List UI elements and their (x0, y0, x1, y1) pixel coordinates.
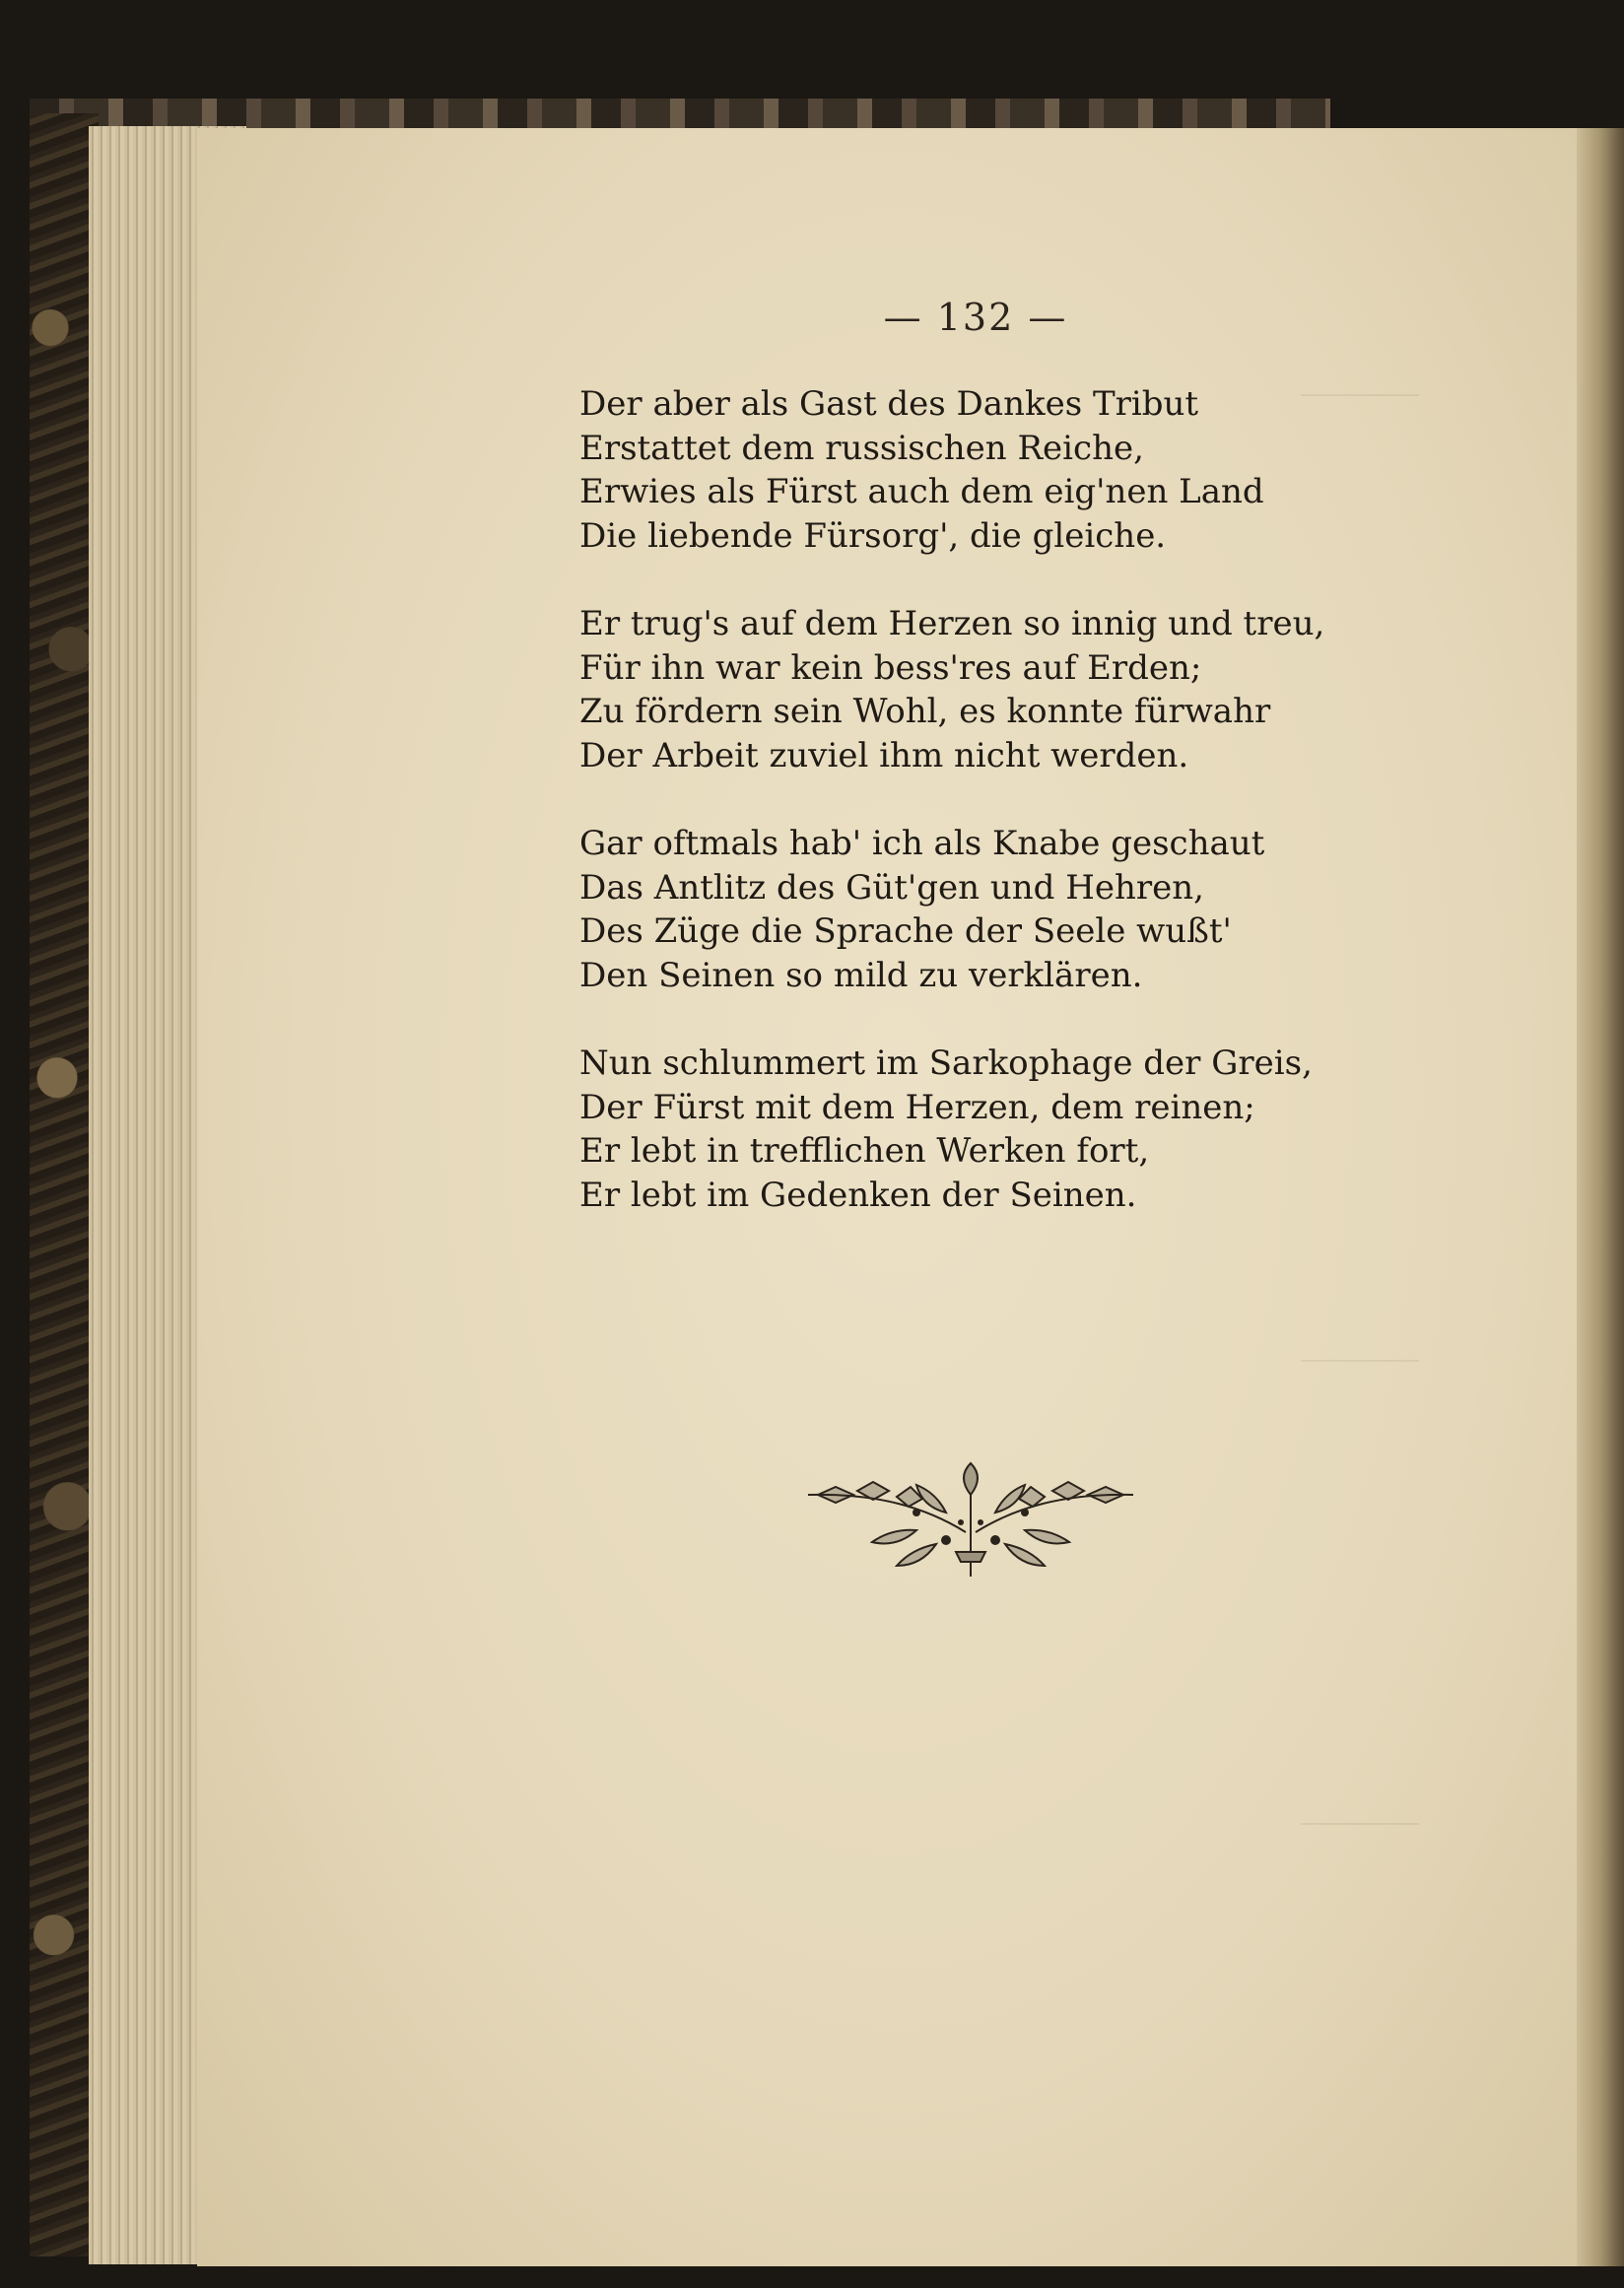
poem-line: Den Seinen so mild zu verklären. (579, 955, 1143, 995)
poem-line: Für ihn war kein bess'res auf Erden; (579, 647, 1202, 688)
poem-line: Erwies als Fürst auch dem eig'nen Land (579, 472, 1264, 511)
poem-line: Der Arbeit zuviel ihm nicht werden. (579, 735, 1189, 775)
stanza-4 (579, 1042, 1387, 1217)
poem-line: Zu fördern sein Wohl, es konnte fürwahr (579, 692, 1271, 731)
show-through-mark (1301, 1360, 1419, 1362)
stanza-3 (579, 822, 1387, 997)
show-through-mark (1301, 1823, 1419, 1825)
poem-line: Das Antlitz des Güt'gen und Hehren, (579, 867, 1204, 908)
stanza-2 (579, 602, 1387, 777)
poem-line: Nun schlummert im Sarkophage der Greis, (579, 1043, 1313, 1083)
poem-line: Gar oftmals hab' ich als Knabe geschaut (579, 824, 1265, 863)
poem-line: Er lebt im Gedenken der Seinen. (579, 1175, 1137, 1215)
poem-line: Des Züge die Sprache der Seele wußt' (579, 911, 1232, 951)
poem-line: Der aber als Gast des Dankes Tribut (579, 384, 1199, 424)
book-gutter (1577, 128, 1624, 2266)
poem (579, 382, 1387, 1217)
poem-line: Er lebt in trefflichen Werken fort, (579, 1131, 1150, 1171)
stanza-1 (579, 382, 1387, 558)
floral-vignette-icon (798, 1453, 1143, 1586)
page-number: — 132 — (883, 296, 1068, 339)
poem-line: Er trug's auf dem Herzen so innig und treu, (579, 604, 1325, 643)
poem-line: Erstattet dem russischen Reiche, (579, 428, 1144, 468)
poem-line: Die liebende Fürsorg', die gleiche. (579, 515, 1167, 556)
poem-line: Der Fürst mit dem Herzen, dem reinen; (579, 1087, 1255, 1127)
